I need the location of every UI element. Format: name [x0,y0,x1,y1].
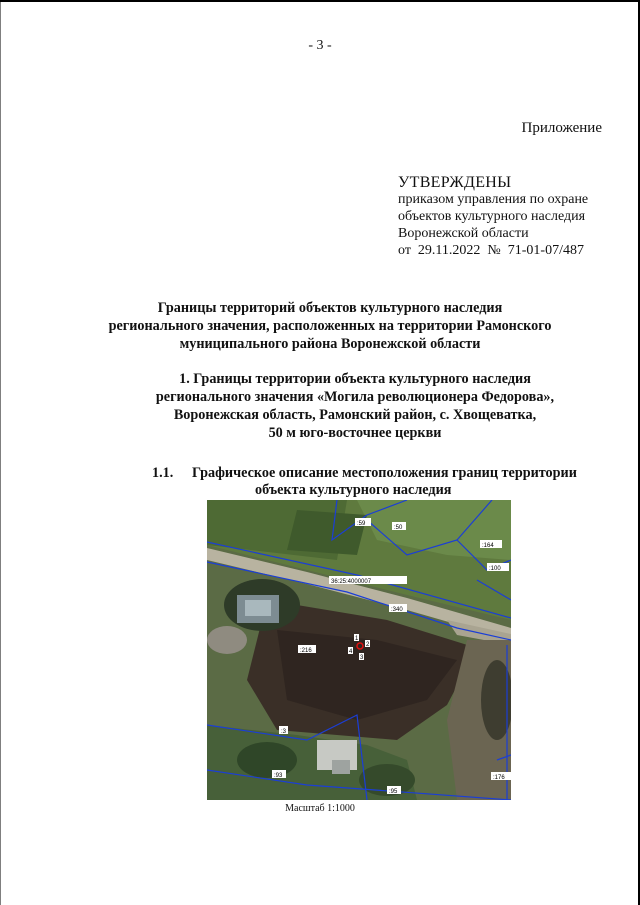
approval-line: приказом управления по охране [398,192,589,207]
object-heading: 1. Границы территории объекта культурного наследия регионального значения «Могила революционера Федорова», Воронежская область, Рамонский район, с. Хвощеватка, 50 м юго-восточнее церкви [155,371,555,441]
scan-edge-top [0,0,640,2]
scan-edge-left [0,0,1,905]
appendix-label: Приложение [521,120,602,136]
document-title: Границы территорий объектов культурного наследия регионального значения, расположенных на территории Рамонского муниципального района Воронежской области [108,300,552,352]
approval-line: Воронежской области [398,226,529,241]
svg-text:3: 3 [360,655,364,661]
map-label: :50 [394,525,403,531]
approval-block [398,174,588,259]
map-label: :93 [274,773,283,779]
map-label: :59 [357,521,366,527]
map-label: :3 [281,729,287,735]
svg-text:1: 1 [355,636,359,642]
map-label: :100 [489,566,501,572]
map-label: :95 [389,789,398,795]
page-number: - 3 - [308,38,332,53]
section-heading: 1.1. Графическое описание местоположения границ территории объекта культурного наследия [152,465,577,498]
section-number: 1.1. [152,465,174,481]
satellite-map [207,500,511,800]
map-label: :176 [493,775,505,781]
map-label: :216 [300,648,312,654]
map-label: 36:25:4000007 [331,579,372,585]
scale-caption: Масштаб 1:1000 [285,803,355,814]
satellite-image [207,500,511,800]
svg-text:4: 4 [349,649,353,655]
map-label: :164 [482,543,494,549]
approval-line: от 29.11.2022 № 71-01-07/487 [398,243,584,258]
approval-heading: УТВЕРЖДЕНЫ [398,174,512,191]
map-label: :340 [391,607,403,613]
svg-text:2: 2 [366,642,370,648]
approval-line: объектов культурного наследия [398,209,586,224]
